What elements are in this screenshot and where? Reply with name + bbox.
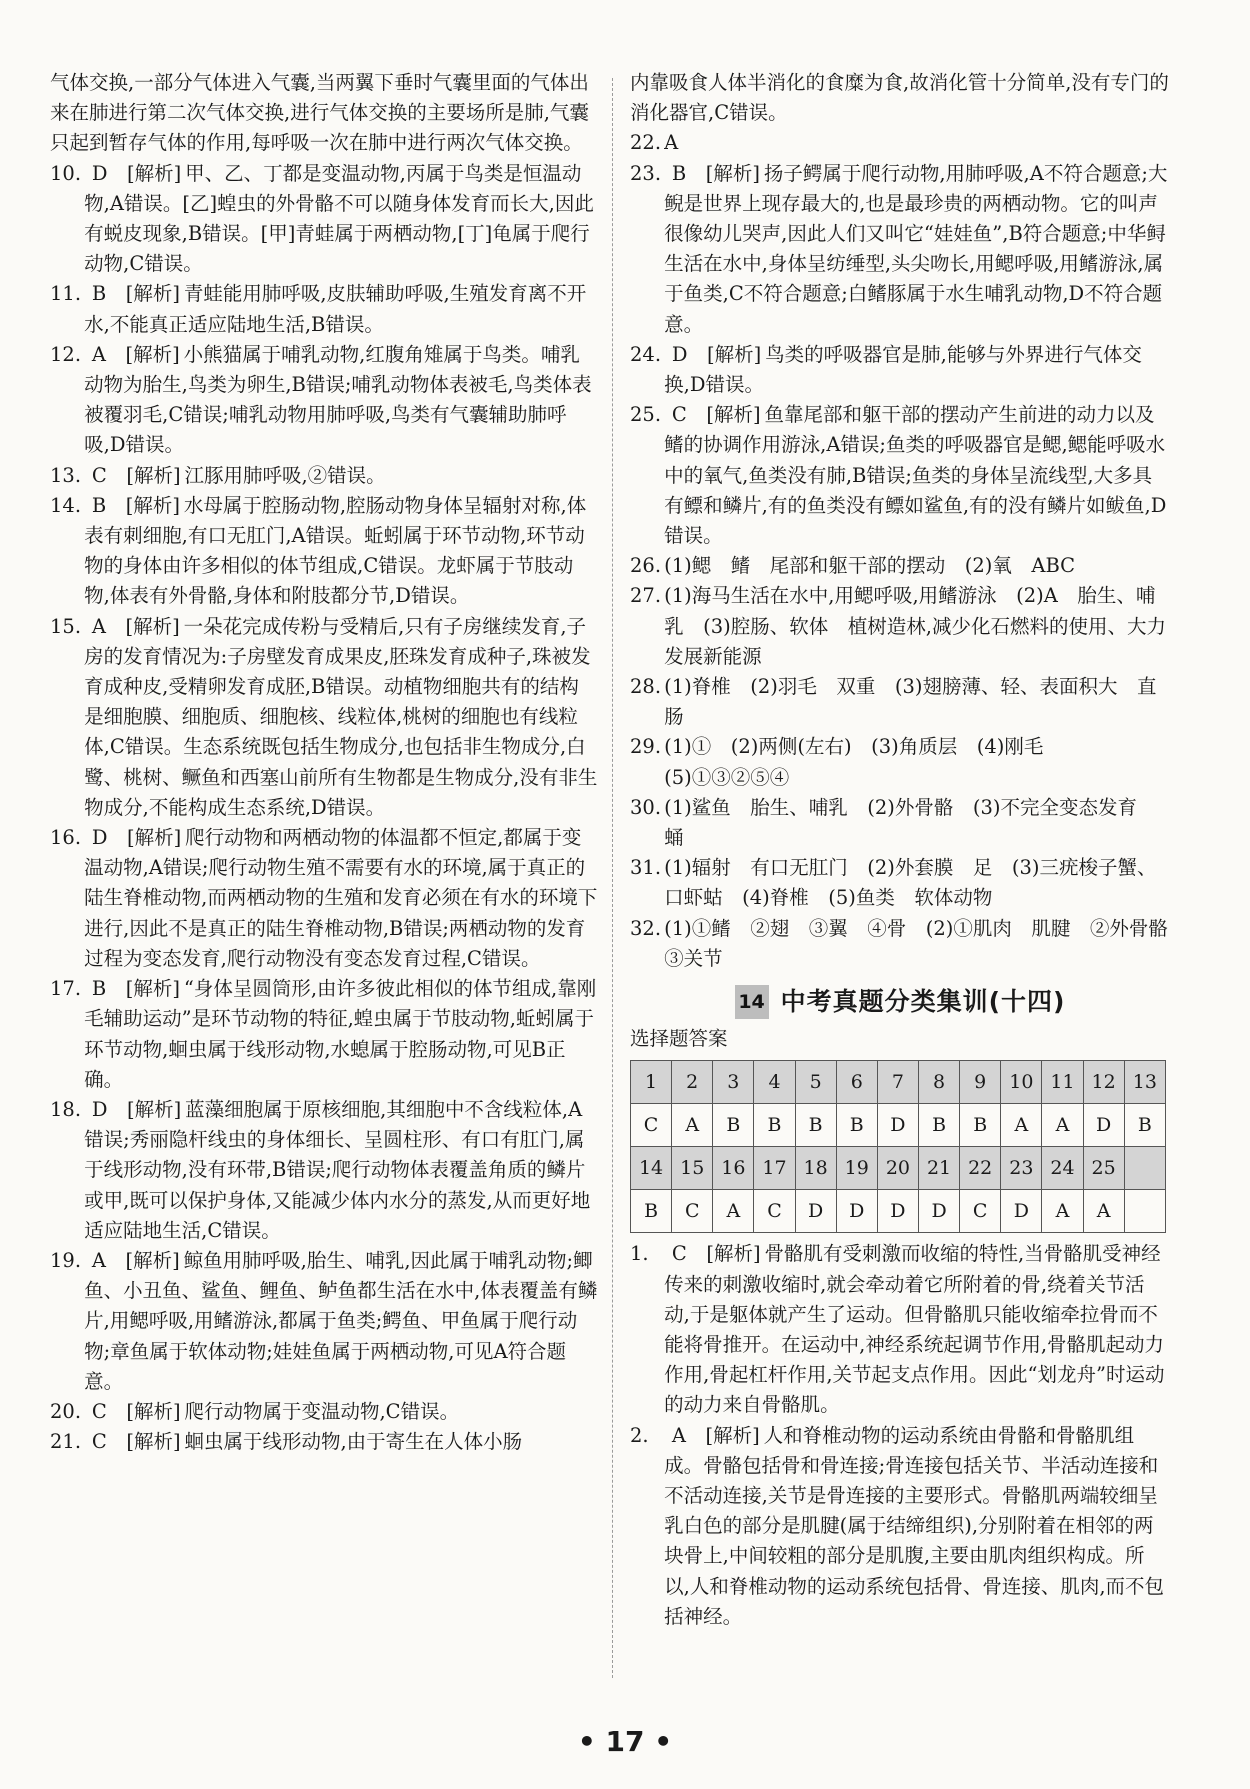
- item-number: 24.: [630, 342, 662, 366]
- answer-cell: D: [918, 1190, 959, 1233]
- item-number: 29.: [630, 735, 662, 759]
- item-text: A: [664, 131, 679, 155]
- answer-cell: 3: [713, 1061, 754, 1104]
- answer-cell: 12: [1083, 1061, 1124, 1104]
- section-badge: 14: [735, 985, 769, 1019]
- answer-cell: B: [836, 1104, 877, 1147]
- answer-item: [630, 551, 1170, 581]
- item-text: (1)鳃 鳍 尾部和躯干部的摆动 (2)氧 ABC: [664, 554, 1076, 578]
- item-text: 小熊猫属于哺乳动物,红腹角雉属于鸟类。哺乳动物为胎生,鸟类为卵生,B错误;哺乳动物体表被毛,鸟类体表被覆羽毛,C错误;哺乳动物用肺呼吸,鸟类有气囊辅助肺呼吸,D错误。: [84, 342, 592, 457]
- answer-item: [50, 823, 598, 974]
- item-number: 31.: [630, 856, 662, 880]
- item-text: 江豚用肺呼吸,②错误。: [184, 463, 386, 487]
- answer-cell: B: [754, 1104, 795, 1147]
- item-text: (1)① (2)两侧(左右) (3)角质层 (4)刚毛 (5)①③②⑤④: [664, 735, 1063, 789]
- answer-item: [50, 279, 598, 339]
- item-text: 鸟类的呼吸器官是肺,能够与外界进行气体交换,D错误。: [664, 342, 1142, 397]
- answer-tag: D [解析]: [91, 826, 182, 850]
- section-14-explanations: [630, 1239, 1170, 1632]
- right-column: [630, 68, 1188, 1632]
- answer-cell: 19: [836, 1147, 877, 1190]
- answer-cell: 15: [672, 1147, 713, 1190]
- answer-cell: C: [960, 1190, 1001, 1233]
- answer-cell: B: [713, 1104, 754, 1147]
- item-text: “身体呈圆筒形,由许多彼此相似的体节组成,靠刚毛辅助运动”是环节动物的特征,蝗虫属于节肢动物,蚯蚓属于环节动物,蛔虫属于线形动物,水螅属于腔肠动物,可见B正确。: [84, 977, 597, 1091]
- item-text: 鲸鱼用肺呼吸,胎生、哺乳,因此属于哺乳动物;鲫鱼、小丑鱼、鲨鱼、鲤鱼、鲈鱼都生活在水中,体表覆盖有鳞片,用鳃呼吸,用鳍游泳,都属于鱼类;鳄鱼、甲鱼属于爬行动物;章鱼属于软体动物;娃娃鱼属于两栖动物,可见A符合题意。: [84, 1248, 598, 1393]
- answer-tag: A [解析]: [91, 614, 180, 638]
- item-number: 30.: [630, 795, 662, 819]
- page-number: • 17 •: [577, 1725, 673, 1758]
- answer-cell: B: [960, 1104, 1001, 1147]
- answer-table-number-row: [631, 1147, 1166, 1190]
- answer-tag: D [解析]: [671, 342, 762, 366]
- answer-cell: 6: [836, 1061, 877, 1104]
- answer-tag: A [解析]: [91, 342, 180, 366]
- answer-cell: B: [631, 1190, 672, 1233]
- answer-cell: 8: [918, 1061, 959, 1104]
- answer-cell: 2: [672, 1061, 713, 1104]
- answer-tag: C [解析]: [671, 1242, 761, 1266]
- answer-item: [50, 1397, 598, 1427]
- answer-cell: D: [877, 1190, 918, 1233]
- item-number: 16.: [50, 826, 82, 850]
- answer-cell: 17: [754, 1147, 795, 1190]
- table-caption: 选择题答案: [630, 1027, 728, 1051]
- answer-cell: [1124, 1190, 1165, 1233]
- answer-item: [630, 128, 1170, 158]
- answer-item: [630, 1239, 1170, 1420]
- answer-item: [630, 581, 1170, 672]
- answer-cell: D: [795, 1190, 836, 1233]
- item-number: 21.: [50, 1430, 82, 1454]
- item-text: 鱼靠尾部和躯干部的摆动产生前进的动力以及鳍的协调作用游泳,A错误;鱼类的呼吸器官是鳃,鳃能呼吸水中的氧气,鱼类没有肺,B错误;鱼类的身体呈流线型,大多具有鳔和鳞片,有的鱼类没有鳔如鲨鱼,有的没有鳞片如鲅鱼,D错误。: [664, 403, 1167, 548]
- answer-item: [630, 672, 1170, 732]
- answer-tag: C [解析]: [91, 463, 181, 487]
- answer-item: [630, 732, 1170, 792]
- answer-cell: 20: [877, 1147, 918, 1190]
- answer-table-answer-row: [631, 1190, 1166, 1233]
- answer-cell: 21: [918, 1147, 959, 1190]
- answer-cell: B: [918, 1104, 959, 1147]
- item-number: 17.: [50, 977, 82, 1001]
- item-text: (1)鲨鱼 胎生、哺乳 (2)外骨骼 (3)不完全变态发育 蛹: [664, 795, 1157, 850]
- item-text: 一朵花完成传粉与受精后,只有子房继续发育,子房的发育情况为:子房壁发育成果皮,胚珠发育成种子,珠被发育成种皮,受精卵发育成胚,B错误。动植物细胞共有的结构是细胞膜、细胞质、细胞核、线粒体,桃树的细胞也有线粒体,C错误。生态系统既包括生物成分,也包括非生物成分,白鹭、桃树、鳜鱼和西塞山前所有生物都是生物成分,没有非生物成分,不能构成生态系统,D错误。: [84, 614, 598, 819]
- answer-tag: D [解析]: [91, 161, 182, 185]
- answer-tag: A [解析]: [671, 1423, 760, 1447]
- answer-item: [50, 461, 598, 491]
- answer-cell: D: [877, 1104, 918, 1147]
- answer-tag: C [解析]: [91, 1399, 181, 1423]
- item-number: 25.: [630, 403, 662, 427]
- answer-cell: A: [1083, 1190, 1124, 1233]
- answer-item: [50, 612, 598, 823]
- answer-item: [630, 159, 1170, 340]
- answer-tag: B [解析]: [91, 493, 180, 517]
- answer-item: [630, 340, 1170, 400]
- answer-tag: B [解析]: [91, 977, 180, 1001]
- answer-tag: B [解析]: [91, 282, 180, 306]
- section-title: 中考真题分类集训(十四): [780, 986, 1066, 1016]
- answer-item: [630, 853, 1170, 913]
- answer-item: [50, 68, 598, 159]
- answer-cell: 1: [631, 1061, 672, 1104]
- section-header: [630, 982, 1170, 1022]
- answer-cell: 10: [1001, 1061, 1042, 1104]
- answer-tag: C [解析]: [671, 403, 761, 427]
- item-text: 爬行动物和两栖动物的体温都不恒定,都属于变温动物,A错误;爬行动物生殖不需要有水的环境,属于真正的陆生脊椎动物,而两栖动物的生殖和发育必须在有水的环境下进行,因此不是真正的陆生脊椎动物,B错误;两栖动物的发育过程为变态发育,爬行动物没有变态发育过程,C错误。: [84, 826, 598, 970]
- item-number: 14.: [50, 493, 82, 517]
- answer-item: [630, 400, 1170, 551]
- item-text: (1)辐射 有口无肛门 (2)外套膜 足 (3)三疣梭子蟹、口虾蛄 (4)脊椎 (5)鱼类 软体动物: [664, 856, 1157, 910]
- item-text: 内靠吸食人体半消化的食糜为食,故消化管十分简单,没有专门的消化器官,C错误。: [630, 71, 1169, 125]
- item-text: (1)海马生活在水中,用鳃呼吸,用鳍游泳 (2)A 胎生、哺乳 (3)腔肠、软体 植树造林,减少化石燃料的使用、大力发展新能源: [664, 584, 1166, 668]
- answer-cell: 18: [795, 1147, 836, 1190]
- answer-cell: 22: [960, 1147, 1001, 1190]
- answer-item: [50, 491, 598, 612]
- item-text: 骨骼肌有受刺激而收缩的特性,当骨骼肌受神经传来的刺激收缩时,就会牵动着它所附着的骨,绕着关节活动,于是躯体就产生了运动。但骨骼肌只能收缩牵拉骨而不能将骨推开。在运动中,神经系统起调节作用,骨骼肌起动力作用,骨起杠杆作用,关节起支点作用。因此“划龙舟”时运动的动力来自骨骼肌。: [664, 1242, 1165, 1417]
- item-text: 蓝藻细胞属于原核细胞,其细胞中不含线粒体,A错误;秀丽隐杆线虫的身体细长、呈圆柱形、有口有肛门,属于线形动物,没有环带,B错误;爬行动物体表覆盖角质的鳞片或甲,既可以保护身体,又能减少体内水分的蒸发,从而更好地适应陆地生活,C错误。: [84, 1097, 591, 1242]
- answer-cell: B: [795, 1104, 836, 1147]
- item-number: 10.: [50, 161, 82, 185]
- answer-cell: 4: [754, 1061, 795, 1104]
- answer-cell: A: [1042, 1190, 1083, 1233]
- answer-cell: D: [1083, 1104, 1124, 1147]
- item-number: 23.: [630, 161, 662, 185]
- answer-cell: C: [631, 1104, 672, 1147]
- answer-cell: 23: [1001, 1147, 1042, 1190]
- item-number: 13.: [50, 463, 82, 487]
- answer-cell: 9: [960, 1061, 1001, 1104]
- answer-cell: 5: [795, 1061, 836, 1104]
- left-column: [50, 68, 598, 1457]
- item-text: 扬子鳄属于爬行动物,用肺呼吸,A不符合题意;大鲵是世界上现存最大的,也是最珍贵的两栖动物。它的叫声很像幼儿哭声,因此人们又叫它“娃娃鱼”,B符合题意;中华鲟生活在水中,身体呈纺缍型,头尖吻长,用鳃呼吸,用鳍游泳,属于鱼类,C不符合题意;白鳍豚属于水生哺乳动物,D不符合题意。: [664, 161, 1168, 336]
- item-text: 爬行动物属于变温动物,C错误。: [184, 1399, 460, 1423]
- item-number: 18.: [50, 1097, 82, 1121]
- answer-item: [50, 1095, 598, 1246]
- answer-cell: A: [672, 1104, 713, 1147]
- answer-table: [630, 1060, 1166, 1233]
- item-number: 2.: [630, 1423, 649, 1447]
- item-text: 气体交换,一部分气体进入气囊,当两翼下垂时气囊里面的气体出来在肺进行第二次气体交换,进行气体交换的主要场所是肺,气囊只起到暂存气体的作用,每呼吸一次在肺中进行两次气体交换。: [50, 71, 589, 155]
- item-number: 32.: [630, 916, 662, 940]
- answer-cell: C: [754, 1190, 795, 1233]
- column-divider: [612, 78, 613, 1678]
- item-text: 甲、乙、丁都是变温动物,丙属于鸟类是恒温动物,A错误。[乙]蝗虫的外骨骼不可以随身体发育而长大,因此有蜕皮现象,B错误。[甲]青蛙属于两栖动物,[丁]龟属于爬行动物,C错误。: [84, 161, 594, 276]
- answer-tag: D [解析]: [91, 1097, 182, 1121]
- item-text: (1)①鳍 ②翅 ③翼 ④骨 (2)①肌肉 肌腱 ②外骨骼 ③关节: [664, 916, 1188, 970]
- answer-item: [630, 68, 1170, 128]
- item-number: 28.: [630, 675, 662, 699]
- answer-table-answer-row: [631, 1104, 1166, 1147]
- answer-item: [630, 914, 1188, 974]
- answer-item: [50, 974, 598, 1095]
- item-text: 蛔虫属于线形动物,由于寄生在人体小肠: [184, 1430, 523, 1454]
- item-text: (1)脊椎 (2)羽毛 双重 (3)翅膀薄、轻、表面积大 直肠: [664, 675, 1157, 729]
- answer-cell: D: [1001, 1190, 1042, 1233]
- answer-cell: 25: [1083, 1147, 1124, 1190]
- item-number: 20.: [50, 1399, 82, 1423]
- answer-cell: A: [713, 1190, 754, 1233]
- answer-tag: C [解析]: [91, 1430, 181, 1454]
- item-number: 19.: [50, 1248, 82, 1272]
- answer-item: [630, 793, 1170, 853]
- answer-item: [50, 1427, 598, 1457]
- item-text: 人和脊椎动物的运动系统由骨骼和骨骼肌组成。骨骼包括骨和骨连接;骨连接包括关节、半活动连接和不活动连接,关节是骨连接的主要形式。骨骼肌两端较细呈乳白色的部分是肌腱(属于结缔组织),分别附着在相邻的两块骨上,中间较粗的部分是肌腹,主要由肌肉组织构成。所以,人和脊椎动物的运动系统包括骨、骨连接、肌肉,而不包括神经。: [664, 1423, 1165, 1628]
- answer-cell: 24: [1042, 1147, 1083, 1190]
- item-text: 水母属于腔肠动物,腔肠动物身体呈辐射对称,体表有刺细胞,有口无肛门,A错误。蚯蚓属于环节动物,环节动物的身体由许多相似的体节组成,C错误。龙虾属于节肢动物,体表有外骨骼,身体和附肢都分节,D错误。: [84, 493, 587, 608]
- answer-cell: C: [672, 1190, 713, 1233]
- answer-cell: 16: [713, 1147, 754, 1190]
- answer-item: [50, 159, 598, 280]
- item-number: 12.: [50, 342, 82, 366]
- answer-tag: B [解析]: [671, 161, 760, 185]
- answer-tag: A [解析]: [91, 1248, 180, 1272]
- answer-cell: 11: [1042, 1061, 1083, 1104]
- item-text: 青蛙能用肺呼吸,皮肤辅助呼吸,生殖发育离不开水,不能真正适应陆地生活,B错误。: [84, 282, 587, 336]
- answer-item: [50, 340, 598, 461]
- answer-cell: 14: [631, 1147, 672, 1190]
- item-number: 26.: [630, 554, 662, 578]
- answer-item: [630, 1421, 1170, 1632]
- answer-table-number-row: [631, 1061, 1166, 1104]
- item-number: 1.: [630, 1242, 649, 1266]
- answer-cell: A: [1042, 1104, 1083, 1147]
- item-number: 22.: [630, 131, 662, 155]
- item-number: 27.: [630, 584, 662, 608]
- answer-cell: [1124, 1147, 1165, 1190]
- answers-continued: [630, 68, 1188, 974]
- answer-item: [50, 1246, 598, 1397]
- answer-cell: B: [1124, 1104, 1165, 1147]
- answer-cell: A: [1001, 1104, 1042, 1147]
- item-number: 15.: [50, 614, 82, 638]
- item-number: 11.: [50, 282, 82, 306]
- answer-cell: 13: [1124, 1061, 1165, 1104]
- answer-cell: 7: [877, 1061, 918, 1104]
- answer-cell: D: [836, 1190, 877, 1233]
